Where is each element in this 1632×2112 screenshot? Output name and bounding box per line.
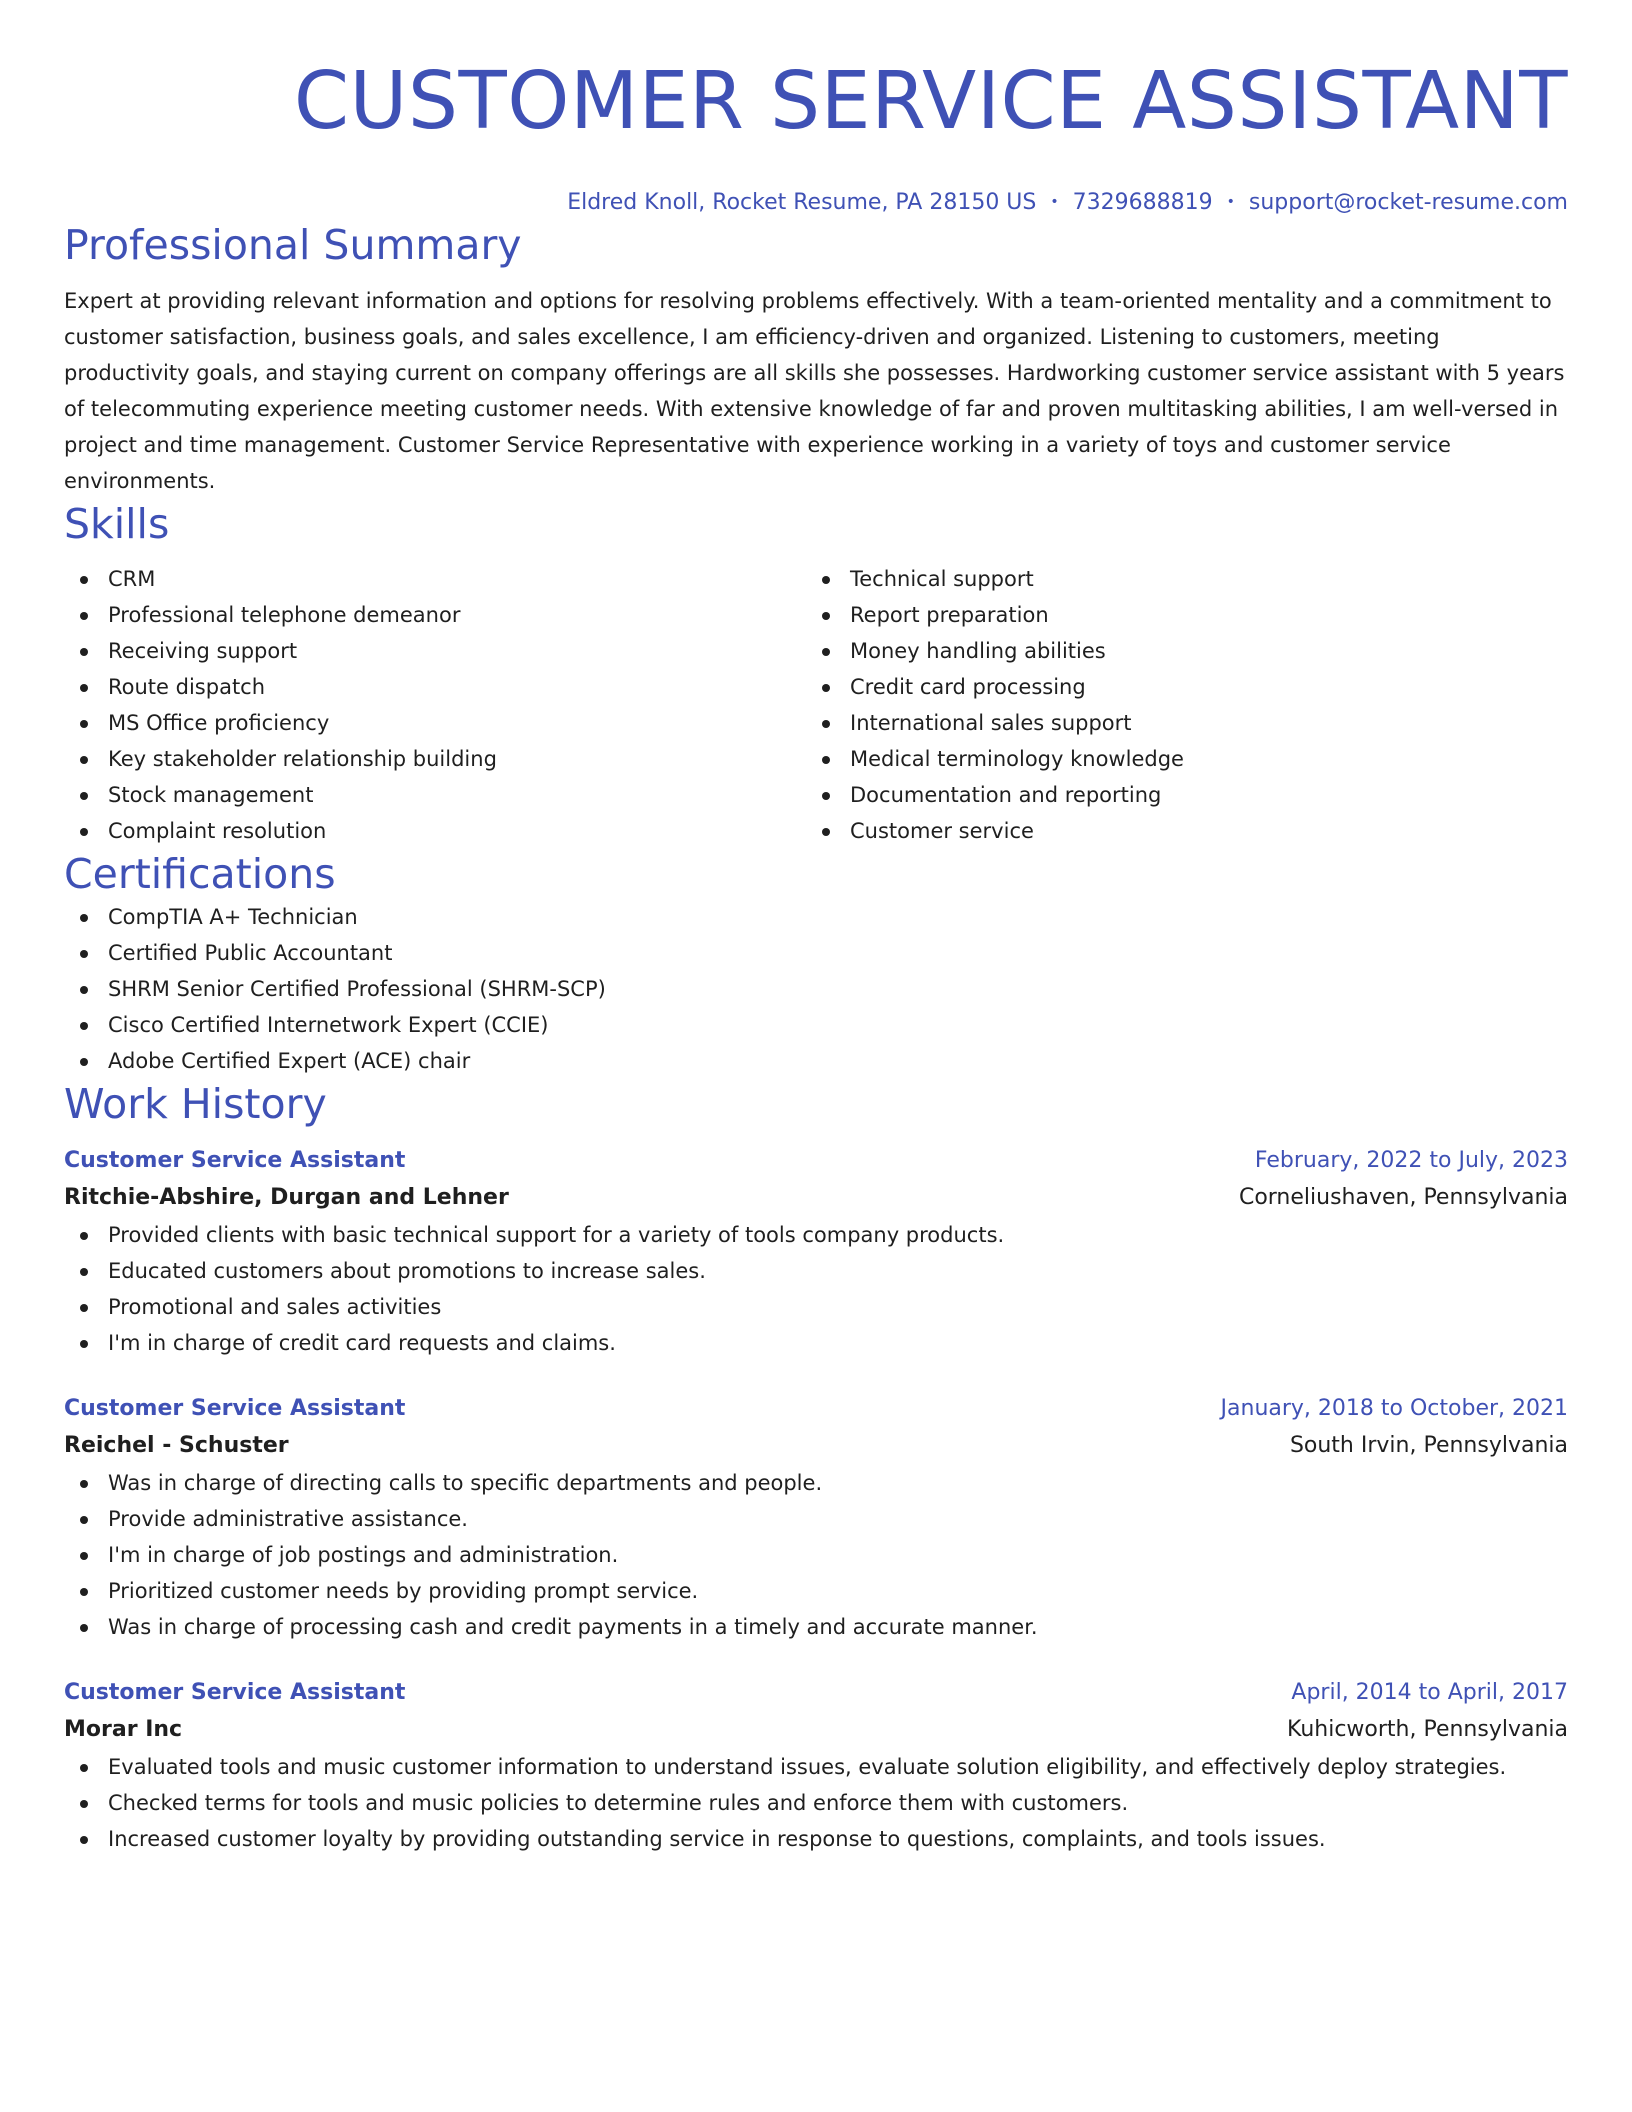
contact-email[interactable]: support@rocket-resume.com	[1248, 190, 1568, 215]
contact-separator: •	[1050, 194, 1059, 210]
job-entry	[64, 1391, 1568, 1645]
contact-phone: 7329688819	[1072, 190, 1213, 215]
job-company: Reichel - Schuster	[64, 1433, 289, 1458]
job-duty: Provided clients with basic technical support for a variety of tools company products.	[64, 1217, 1568, 1253]
job-duty: Prioritized customer needs by providing prompt service.	[64, 1573, 1568, 1609]
skill-item: International sales support	[806, 705, 1548, 741]
certification-item: Adobe Certified Expert (ACE) chair	[64, 1043, 1568, 1079]
job-dates: April, 2014 to April, 2017	[1291, 1680, 1568, 1705]
job-duty: Provide administrative assistance.	[64, 1501, 1568, 1537]
work-history-heading: Work History	[64, 1080, 327, 1128]
skill-item: CRM	[64, 561, 806, 597]
job-location: South Irvin, Pennsylvania	[1289, 1433, 1568, 1458]
skills-column-right	[806, 561, 1548, 849]
skill-item: Money handling abilities	[806, 633, 1548, 669]
job-duty: Promotional and sales activities	[64, 1289, 1568, 1325]
job-location: Corneliushaven, Pennsylvania	[1238, 1185, 1568, 1210]
job-location: Kuhicworth, Pennsylvania	[1286, 1717, 1568, 1742]
job-duties	[64, 1217, 1568, 1361]
job-company: Ritchie-Abshire, Durgan and Lehner	[64, 1185, 509, 1210]
skill-item: Stock management	[64, 777, 806, 813]
job-entry	[64, 1143, 1568, 1361]
job-duty: Was in charge of processing cash and credit payments in a timely and accurate manner.	[64, 1609, 1568, 1645]
job-company: Morar Inc	[64, 1717, 183, 1742]
resume-title: CUSTOMER SERVICE ASSISTANT	[293, 55, 1568, 147]
skill-item: Complaint resolution	[64, 813, 806, 849]
job-role: Customer Service Assistant	[64, 1148, 406, 1173]
skill-item: Customer service	[806, 813, 1548, 849]
summary-text: Expert at providing relevant information and options for resolving problems effectively. With a team-oriented mentality and a commitment to customer satisfaction, business goals, and sales excellence, I am efficiency-driven and organized. Listening to customers, meeting productivity goals, and staying current on company offerings are all skills she possesses. Hardworking customer service assistant with 5 years of telecommuting experience meeting customer needs. With extensive knowledge of far and proven multitasking abilities, I am well-versed in project and time management. Customer Service Representative with experience working in a variety of toys and customer service environments.	[64, 289, 1565, 493]
job-subheader	[64, 1179, 1568, 1217]
job-subheader	[64, 1427, 1568, 1465]
job-header	[64, 1675, 1568, 1711]
job-duty: Increased customer loyalty by providing outstanding service in response to questions, complaints, and tools issues.	[64, 1821, 1568, 1857]
skill-item: Route dispatch	[64, 669, 806, 705]
job-entry	[64, 1675, 1568, 1857]
skills-list-left	[64, 561, 806, 849]
job-header	[64, 1391, 1568, 1427]
job-duty: Was in charge of directing calls to specific departments and people.	[64, 1465, 1568, 1501]
job-dates: January, 2018 to October, 2021	[1220, 1396, 1568, 1421]
job-duty: Checked terms for tools and music policies to determine rules and enforce them with customers.	[64, 1785, 1568, 1821]
contact-separator: •	[1226, 194, 1235, 210]
job-role: Customer Service Assistant	[64, 1396, 406, 1421]
job-role: Customer Service Assistant	[64, 1680, 406, 1705]
job-duties	[64, 1749, 1568, 1857]
job-subheader	[64, 1711, 1568, 1749]
skill-item: MS Office proficiency	[64, 705, 806, 741]
skill-item: Credit card processing	[806, 669, 1548, 705]
skill-item: Documentation and reporting	[806, 777, 1548, 813]
certifications-heading: Certifications	[64, 850, 336, 898]
job-duty: Educated customers about promotions to increase sales.	[64, 1253, 1568, 1289]
job-duty: I'm in charge of credit card requests and claims.	[64, 1325, 1568, 1361]
skills-grid	[64, 561, 1568, 849]
skills-list-right	[806, 561, 1548, 849]
certification-item: Cisco Certified Internetwork Expert (CCIE)	[64, 1007, 1568, 1043]
certification-item: SHRM Senior Certified Professional (SHRM-SCP)	[64, 971, 1568, 1007]
skill-item: Key stakeholder relationship building	[64, 741, 806, 777]
job-duty: I'm in charge of job postings and administration.	[64, 1537, 1568, 1573]
job-duty: Evaluated tools and music customer information to understand issues, evaluate solution eligibility, and effectively deploy strategies.	[64, 1749, 1568, 1785]
skill-item: Technical support	[806, 561, 1548, 597]
skills-column-left	[64, 561, 806, 849]
skill-item: Report preparation	[806, 597, 1548, 633]
job-duties	[64, 1465, 1568, 1645]
skill-item: Professional telephone demeanor	[64, 597, 806, 633]
certification-item: Certified Public Accountant	[64, 935, 1568, 971]
contact-address: Eldred Knoll, Rocket Resume, PA 28150 US	[567, 190, 1037, 215]
job-dates: February, 2022 to July, 2023	[1254, 1148, 1568, 1173]
skill-item: Receiving support	[64, 633, 806, 669]
certification-item: CompTIA A+ Technician	[64, 899, 1568, 935]
contact-line	[64, 188, 1568, 220]
certifications-list	[64, 899, 1568, 1079]
skills-heading: Skills	[64, 500, 170, 548]
summary-heading: Professional Summary	[64, 221, 522, 269]
skill-item: Medical terminology knowledge	[806, 741, 1548, 777]
job-header	[64, 1143, 1568, 1179]
